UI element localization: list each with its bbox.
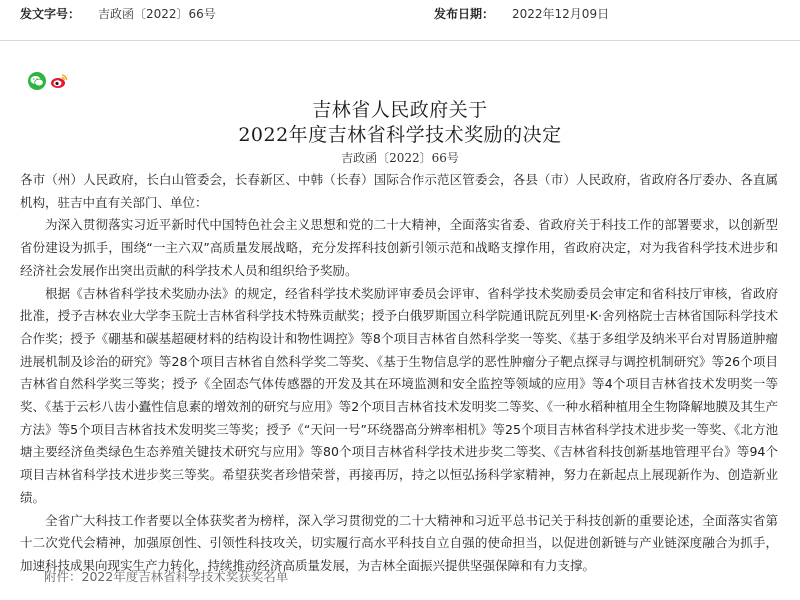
wechat-icon [30,75,44,87]
document-body [20,169,778,578]
document-title-line-1: 吉林省人民政府关于 [312,99,488,121]
attachment-link[interactable]: 附件：2022年度吉林省科学技术奖获奖名单 [44,569,289,584]
publish-date-value: 2022年12月09日 [512,7,610,21]
body-paragraph: 全省广大科技工作者要以全体获奖者为榜样，深入学习贯彻党的二十大精神和习近平总书记关于科技创新的重要论述，全面落实省第十二次党代会精神，加强原创性、引领性科技攻关，切实履行高水平科技自立自强的使命担当，以促进创新链与产业链深度融合为抓手，加速科技成果向现实生产力转化，持续推动经济高质量发展，为吉林全面振兴提供坚强保障和有力支撑。 [20,512,778,573]
document-number: 吉政函〔2022〕66号 [341,151,459,165]
doc-number-value: 吉政函〔2022〕66号 [98,7,216,21]
document-title-line-2: 2022年度吉林省科学技术奖励的决定 [238,124,562,146]
doc-number-label: 发文字号： [20,7,81,21]
weibo-icon [50,73,68,89]
header-divider [0,40,800,41]
body-paragraph: 根据《吉林省科学技术奖励办法》的规定，经省科学技术奖励评审委员会评审、省科学技术奖励委员会审定和省科技厅审核，省政府批准，授予吉林农业大学李玉院士吉林省科学技术特殊贡献奖；授予白俄罗斯国立科学院通讯院瓦列里·K·舍列格院士吉林省国际科学技术合作奖；授予《硼基和碳基超硬材料的结构设计和物性调控》等8个项目吉林省自然科学奖一等奖、《基于多组学及纳米平台对胃肠道肿瘤进展机制及诊治的研究》等28个项目吉林省自然科学奖二等奖、《基于生物信息学的恶性肿瘤分子靶点探寻与调控机制研究》等26个项目吉林省自然科学奖三等奖；授予《全固态气体传感器的开发及其在环境监测和安全监控等领域的应用》等4个项目吉林省技术发明奖一等奖、《基于云杉八齿小蠹性信息素的增效剂的研究与应用》等2个项目吉林省技术发明奖二等奖、《一种水稻种植用全生物降解地膜及其生产方法》等5个项目吉林省技术发明奖三等奖；授予《“天问一号”环绕器高分辨率相机》等25个项目吉林省科学技术进步奖一等奖、《北方池塘主要经济鱼类绿色生态养殖关键技术研究与应用》等80个项目吉林省科学技术进步奖二等奖、《吉林省科技创新基地管理平台》等94个项目吉林省科学技术进步奖三等奖。希望获奖者珍惜荣誉，再接再厉，持之以恒弘扬科学家精神，努力在新起点上展现新作为、创造新业绩。 [20,285,778,505]
body-paragraph: 为深入贯彻落实习近平新时代中国特色社会主义思想和党的二十大精神，全面落实省委、省政府关于科技工作的部署要求，以创新型省份建设为抓手，围绕“一主六双”高质量发展战略，充分发挥科技创新引领示范和战略支撑作用，省政府决定，对为我省科学技术进步和经济社会发展作出突出贡献的科学技术人员和组织给予奖励。 [20,217,778,278]
weibo-share-button[interactable] [50,72,68,90]
wechat-share-button[interactable] [28,72,46,90]
publish-date-label: 发布日期： [434,7,495,21]
addressee: 各市（州）人民政府，长白山管委会，长春新区、中韩（长春）国际合作示范区管委会，各县（市）人民政府，省政府各厅委办、各直属机构，驻吉中直有关部门、单位： [20,172,778,210]
document-meta-bar [0,0,800,26]
